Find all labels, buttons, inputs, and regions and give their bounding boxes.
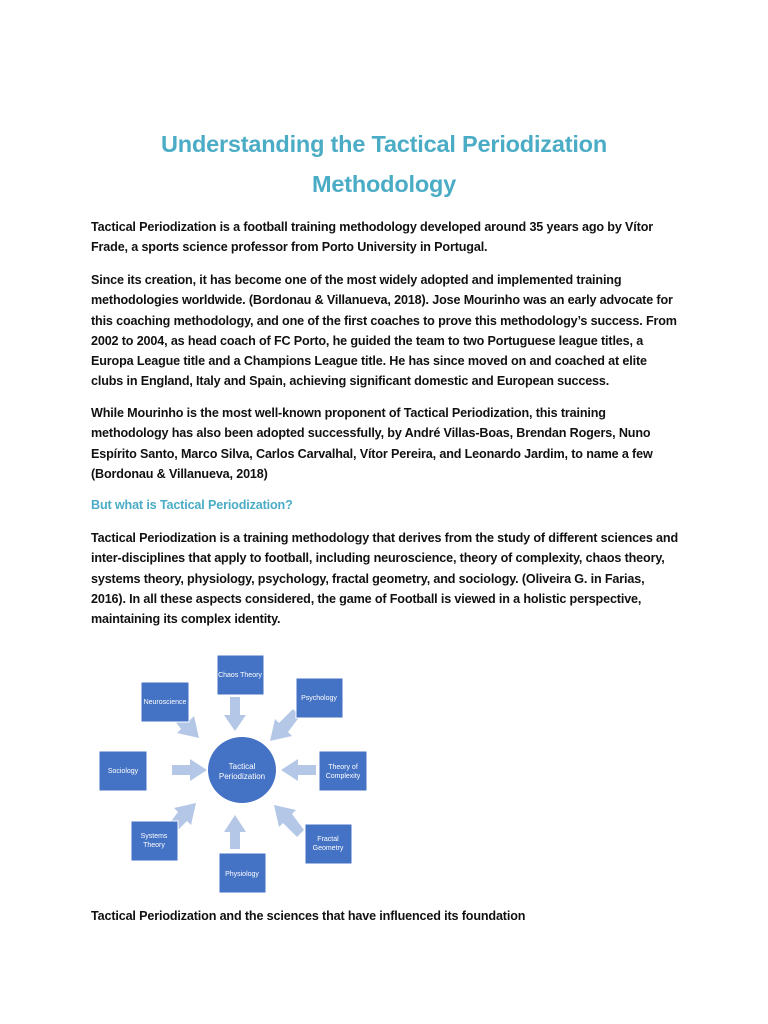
arrow-from-fractal-geometry [274, 805, 304, 837]
paragraph-definition: Tactical Periodization is a training methodology that derives from the study of different sciences and inter-disciplines that apply to football, including neuroscience, theory of complexity, chaos theory, systems theory, physiology, psychology, fractal geometry, and sociology. (Oliveira G. in Farias, 2016). In all these aspects considered, the game of Football is viewed in a holistic perspective, maintaining its complex identity. [91, 531, 678, 627]
label-theory-line-1: Theory of [328, 764, 358, 771]
node-fractal-geometry [305, 824, 352, 864]
label-neuroscience: Neuroscience [143, 699, 187, 706]
paragraph-intro: Tactical Periodization is a football training methodology developed around 35 years ago by Vítor Frade, a sports science professor from Porto University in Portugal. [91, 220, 653, 255]
label-chaos-theory: Chaos Theory [218, 672, 262, 679]
label-psychology: Psychology [301, 695, 337, 702]
label-systems-line-1: Systems [140, 833, 168, 840]
label-physiology: Physiology [225, 871, 259, 878]
figure-caption: Tactical Periodization and the sciences that have influenced its foundation [91, 909, 526, 923]
label-fractal-line-2: Geometry [312, 845, 344, 852]
sciences-diagram [90, 645, 380, 900]
arrow-from-chaos-theory [224, 697, 246, 731]
node-systems-theory [131, 821, 178, 861]
title-line-2: Methodology [312, 171, 456, 197]
paragraph-proponents: While Mourinho is the most well-known proponent of Tactical Periodization, this training methodology has also been adopted successfully, by André Villas-Boas, Brendan Rogers, Nuno Espírito Santo, Marco Silva, Carlos Carvalhal, Vítor Pereira, and Leonardo Jardim, to name a few (Bordonau & Villanueva, 2018) [91, 406, 653, 481]
paragraph-history: Since its creation, it has become one of the most widely adopted and implemented training methodologies worldwide. (Bordonau & Villanueva, 2018). Jose Mourinho was an early advocate for this coaching methodology, and one of the first coaches to prove this methodology’s success. From 2002 to 2004, as head coach of FC Porto, he guided the team to two Portuguese league titles, a Europa League title and a Champions League title. He has since moved on and coached at elite clubs in England, Italy and Spain, achieving significant domestic and European success. [91, 273, 677, 389]
arrow-from-physiology [224, 815, 246, 849]
arrow-from-theory-of-complexity [281, 759, 316, 781]
title-line-1: Understanding the Tactical Periodization [161, 131, 607, 157]
label-fractal-line-1: Fractal [317, 836, 339, 843]
center-label-line-2: Periodization [218, 772, 266, 781]
label-sociology: Sociology [107, 768, 139, 775]
arrow-from-sociology [172, 759, 207, 781]
section-heading: But what is Tactical Periodization? [91, 498, 293, 512]
label-systems-line-2: Theory [143, 842, 165, 849]
page-title [0, 124, 768, 204]
label-theory-line-2: Complexity [325, 773, 361, 780]
node-theory-of-complexity [319, 751, 367, 791]
center-label-line-1: Tactical [228, 762, 256, 771]
